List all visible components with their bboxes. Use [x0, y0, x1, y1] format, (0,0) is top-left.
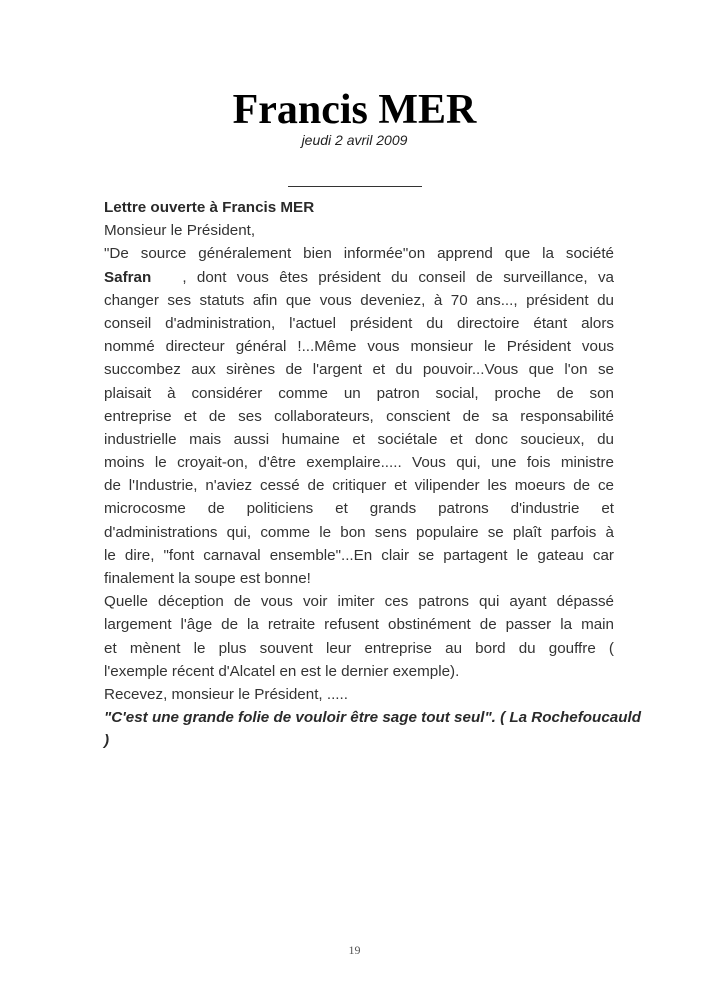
company-name: Safran	[104, 268, 152, 286]
letter-line: Quelle déception de vous voir imiter ces patrons qui ayant dépassé	[104, 593, 614, 611]
letter-line: largement l'âge de la retraite refusent obstinément de passer la main	[104, 616, 614, 634]
letter-line: changer ses statuts afin que vous deveniez, à 70 ans..., président du	[104, 291, 614, 309]
letter-line: entreprise et de ses collaborateurs, conscient de sa responsabilité	[104, 407, 614, 425]
page-title: Francis MER	[232, 87, 477, 133]
closing-quote-end: )	[104, 732, 110, 750]
page-number: 19	[348, 943, 361, 957]
letter-line-text: , dont vous êtes président du conseil de surveillance, va	[182, 268, 614, 286]
letter-line: finalement la soupe est bonne!	[104, 570, 311, 587]
letter-line: l'exemple récent d'Alcatel en est le dernier exemple).	[104, 662, 460, 680]
letter-line: nommé directeur général !...Même vous monsieur le Président vous	[104, 338, 614, 356]
letter-line: "De source généralement bien informée"on apprend que la société	[104, 245, 614, 263]
article-date: jeudi 2 avril 2009	[301, 132, 408, 148]
letter-line: moins le croyait-on, d'être exemplaire..... Vous qui, une fois ministre	[104, 454, 614, 472]
letter-line: et mènent le plus souvent leur entreprise au bord du gouffre (	[104, 639, 614, 657]
letter-line: d'administrations qui, comme le bon sens populaire se plaît parfois à	[104, 523, 614, 541]
closing-quote: "C'est une grande folie de vouloir être sage tout seul". ( La Rochefoucauld	[104, 709, 642, 727]
letter-line: industrielle mais aussi humaine et sociétale et donc soucieux, du	[104, 430, 614, 448]
letter-line: microcosme de politiciens et grands patrons d'industrie et	[104, 500, 614, 518]
letter-line: conseil d'administration, l'actuel président du directoire étant alors	[104, 314, 614, 332]
letter-line: succombez aux sirènes de l'argent et du pouvoir...Vous que l'on se	[104, 361, 614, 379]
letter-heading: Lettre ouverte à Francis MER	[104, 199, 315, 216]
title-divider	[288, 186, 422, 187]
letter-line: de l'Industrie, n'aviez cessé de critiquer et vilipender les moeurs de ce	[104, 477, 614, 495]
letter-line-company	[104, 266, 614, 289]
letter-line: le dire, "font carnaval ensemble"...En clair se partagent le gateau car	[104, 546, 614, 564]
letter-line: plaisait à considérer comme un patron social, proche de son	[104, 384, 614, 402]
letter-salutation: Monsieur le Président,	[104, 222, 256, 240]
letter-body	[104, 196, 642, 753]
letter-closing: Recevez, monsieur le Président, .....	[104, 685, 348, 703]
